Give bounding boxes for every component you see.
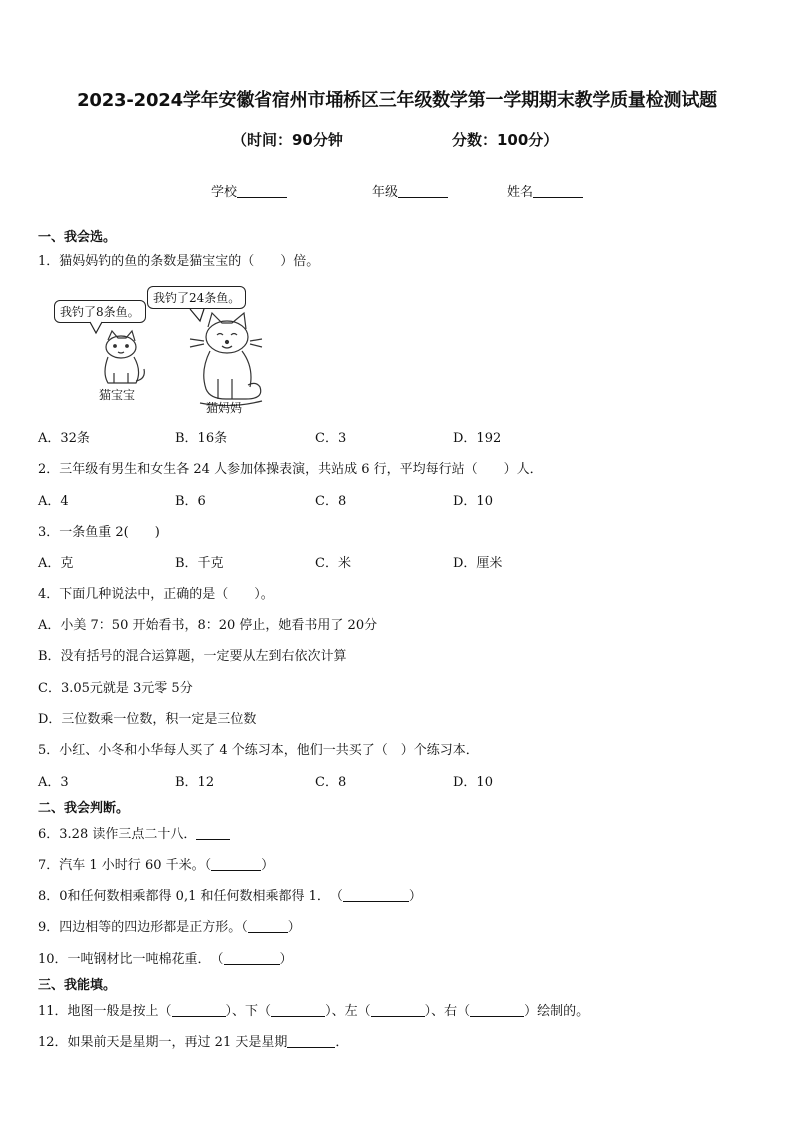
q7-text: 7．汽车 1 小时行 60 千米。（ (38, 858, 212, 873)
q11-blank-up[interactable] (172, 1004, 226, 1017)
q7-text-end: ） (261, 858, 275, 873)
speech-bubble-baby: 我钓了8条鱼。 (54, 300, 146, 323)
question-2: 2．三年级有男生和女生各 24 人参加体操表演，共站成 6 行，平均每行站（ ）人． (38, 462, 543, 477)
section-2-heading: 二、我会判断。 (38, 801, 130, 816)
q6-answer-blank[interactable] (196, 827, 230, 840)
q4-option-c[interactable]: C．3.05元就是 3元零 5分 (38, 681, 193, 696)
q5-option-c[interactable]: C．8 (315, 775, 347, 790)
q8-text-end: ） (408, 889, 422, 904)
baby-cat-icon (105, 331, 144, 383)
q12-text-end: ． (335, 1035, 349, 1050)
q11-blank-right[interactable] (470, 1004, 524, 1017)
q1-option-d[interactable]: D．192 (453, 431, 502, 446)
q10-text: 10．一吨钢材比一吨棉花重． （ (38, 952, 224, 967)
q4-option-d[interactable]: D．三位数乘一位数，积一定是三位数 (38, 712, 257, 727)
q12-text: 12．如果前天是星期一，再过 21 天是星期 (38, 1035, 288, 1050)
q2-option-d[interactable]: D．10 (453, 494, 493, 509)
q11-text-4: ）、右（ (424, 1004, 471, 1019)
school-label: 学校 (211, 185, 238, 200)
q6-text: 6．3.28 读作三点二十八． (38, 827, 197, 842)
speech-bubble-mom: 我钓了24条鱼。 (147, 286, 246, 309)
question-7 (38, 854, 274, 873)
q7-answer-blank[interactable] (211, 858, 261, 871)
question-4: 4．下面几种说法中，正确的是（ ）。 (38, 587, 274, 602)
q12-answer-blank[interactable] (287, 1035, 335, 1048)
q1-option-b[interactable]: B．16条 (175, 431, 228, 446)
q11-blank-left[interactable] (371, 1004, 425, 1017)
question-5: 5．小红、小冬和小华每人买了 4 个练习本，他们一共买了（ ）个练习本． (38, 743, 479, 758)
school-blank[interactable] (237, 185, 287, 198)
q4-option-a[interactable]: A．小美 7：50 开始看书，8：20 停止，她看书用了 20分 (38, 618, 378, 633)
q8-text: 8．0和任何数相乘都得 0,1 和任何数相乘都得 1． （ (38, 889, 343, 904)
q9-answer-blank[interactable] (248, 920, 288, 933)
q11-text-5: ）绘制的。 (524, 1004, 590, 1019)
question-9 (38, 916, 301, 935)
grade-label: 年级 (372, 185, 399, 200)
school-field (211, 181, 287, 200)
question-1: 1．猫妈妈钓的鱼的条数是猫宝宝的（ ）倍。 (38, 254, 320, 269)
exam-time: （时间：90分钟 (232, 131, 343, 149)
label-mother-cat: 猫妈妈 (206, 401, 243, 415)
q1-option-c[interactable]: C．3 (315, 431, 347, 446)
q9-text-end: ） (287, 920, 301, 935)
label-baby-cat: 猫宝宝 (99, 388, 136, 402)
q2-option-b[interactable]: B．6 (175, 494, 206, 509)
q2-option-a[interactable]: A．4 (38, 494, 69, 509)
q5-option-d[interactable]: D．10 (453, 775, 493, 790)
q11-text-2: ）、下（ (225, 1004, 272, 1019)
q2-option-c[interactable]: C．8 (315, 494, 347, 509)
q3-option-b[interactable]: B．千克 (175, 556, 224, 571)
question-6 (38, 823, 230, 842)
question-11 (38, 1000, 589, 1019)
q1-option-a[interactable]: A．32条 (38, 431, 90, 446)
q3-option-c[interactable]: C．米 (315, 556, 351, 571)
mother-cat-icon (190, 313, 262, 406)
q3-option-a[interactable]: A．克 (38, 556, 74, 571)
name-label: 姓名 (507, 185, 534, 200)
q11-blank-down[interactable] (271, 1004, 325, 1017)
q8-answer-blank[interactable] (343, 889, 409, 902)
q4-option-b[interactable]: B．没有括号的混合运算题，一定要从左到右依次计算 (38, 649, 347, 664)
page-title: 2023-2024学年安徽省宿州市埇桥区三年级数学第一学期期末教学质量检测试题 (77, 90, 717, 111)
name-field (507, 181, 583, 200)
q5-option-a[interactable]: A．3 (38, 775, 69, 790)
grade-blank[interactable] (398, 185, 448, 198)
exam-score: 分数：100分） (452, 131, 559, 149)
question-8 (38, 885, 422, 904)
bubble-tail-mom (190, 309, 204, 321)
q9-text: 9．四边相等的四边形都是正方形。（ (38, 920, 248, 935)
grade-field (372, 181, 448, 200)
bubble-tail-baby (90, 322, 102, 333)
q3-option-d[interactable]: D．厘米 (453, 556, 503, 571)
question-12 (38, 1031, 348, 1050)
q10-text-end: ） (279, 952, 293, 967)
section-3-heading: 三、我能填。 (38, 978, 117, 993)
q10-answer-blank[interactable] (224, 952, 280, 965)
question-3: 3．一条鱼重 2( ) (38, 525, 160, 540)
name-blank[interactable] (533, 185, 583, 198)
q11-text-3: ）、左（ (325, 1004, 371, 1019)
section-1-heading: 一、我会选。 (38, 230, 117, 245)
q5-option-b[interactable]: B．12 (175, 775, 215, 790)
q11-text-1: 11．地图一般是按上（ (38, 1004, 172, 1019)
question-10 (38, 948, 293, 967)
